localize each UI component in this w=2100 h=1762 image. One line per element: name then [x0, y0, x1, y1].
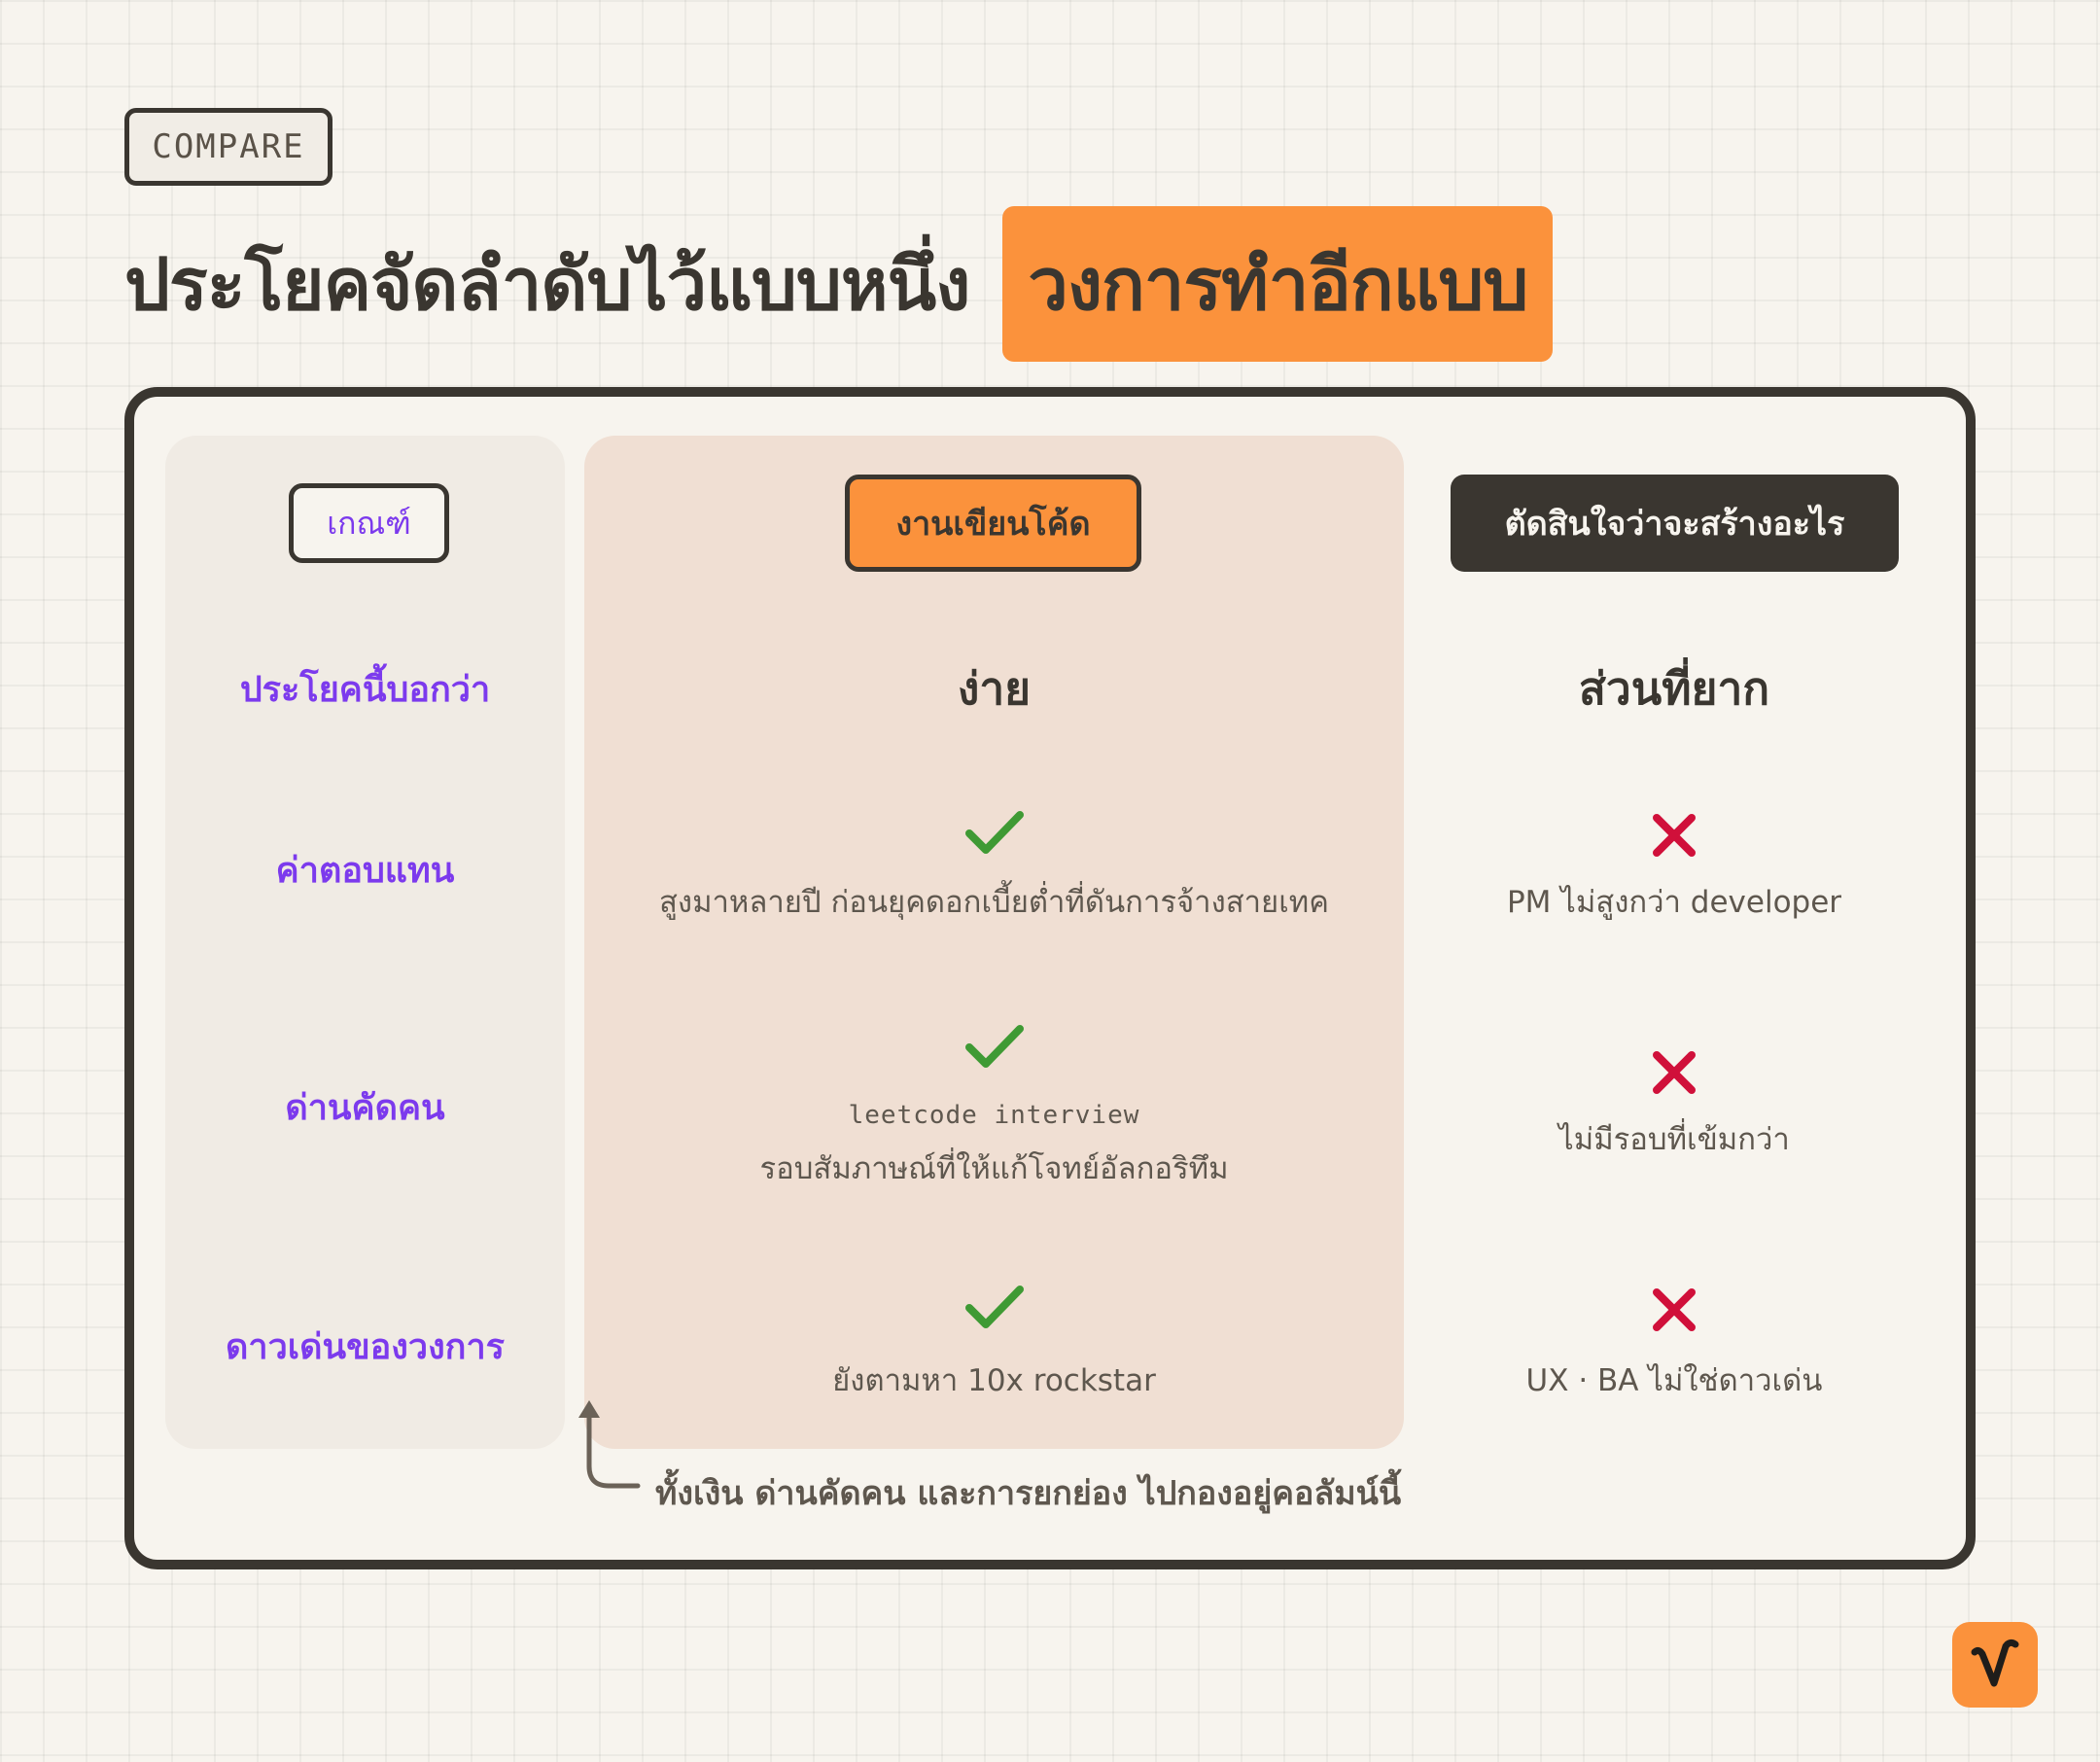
- criterion-label: ค่าตอบแทน: [275, 851, 455, 891]
- coding-text: สูงมาหลายปี ก่อนยุคดอกเบี้ยต่ำที่ดันการจ้างสายเทค: [659, 885, 1329, 920]
- criteria-header: เกณฑ์: [289, 483, 449, 563]
- decide-header: ตัดสินใจว่าจะสร้างอะไร: [1451, 475, 1899, 572]
- coding-verdict: ง่าย: [957, 662, 1032, 715]
- criteria-column: [165, 436, 565, 1449]
- coding-cell: [584, 809, 1404, 926]
- cross-icon: [1652, 813, 1697, 858]
- coding-header: งานเขียนโค้ด: [845, 475, 1141, 572]
- coding-text: รอบสัมภาษณ์ที่ให้แก้โจทย์อัลกอริทึม: [759, 1151, 1229, 1186]
- coding-code-text: leetcode interview: [848, 1101, 1140, 1130]
- coding-cell: [584, 1284, 1404, 1404]
- footnote: ทั้งเงิน ด่านคัดคน และการยกย่อง ไปกองอยู่คอลัมน์นี้: [655, 1474, 1402, 1513]
- page-title: [124, 206, 1553, 362]
- criterion-label: ดาวเด่นของวงการ: [225, 1327, 506, 1367]
- decide-cell: [1412, 1287, 1937, 1404]
- compare-tag: COMPARE: [124, 108, 332, 186]
- curved-arrow-icon: [570, 1400, 648, 1498]
- decide-text: ไม่มีรอบที่เข้มกว่า: [1558, 1122, 1790, 1157]
- criterion-label: ด่านคัดคน: [285, 1088, 445, 1128]
- decide-cell: [1412, 813, 1937, 926]
- decide-verdict: ส่วนที่ยาก: [1578, 662, 1770, 715]
- brand-logo: [1952, 1622, 2038, 1708]
- criterion-label: ประโยคนี้บอกว่า: [239, 670, 491, 710]
- check-icon: [964, 1023, 1025, 1072]
- check-icon: [964, 1284, 1025, 1332]
- cross-icon: [1652, 1050, 1697, 1095]
- decide-text: PM ไม่สูงกว่า developer: [1506, 885, 1842, 920]
- headline-highlight: วงการทำอีกแบบ: [1002, 206, 1553, 362]
- check-icon: [964, 809, 1025, 858]
- decide-text: UX · BA ไม่ใช่ดาวเด่น: [1525, 1363, 1823, 1398]
- decide-cell: [1412, 1050, 1937, 1163]
- coding-cell: [584, 1023, 1404, 1192]
- logo-mark-icon: [1963, 1633, 2027, 1697]
- cross-icon: [1652, 1287, 1697, 1332]
- coding-text: ยังตามหา 10x rockstar: [832, 1363, 1156, 1398]
- headline-plain: ประโยคจัดลำดับไว้แบบหนึ่ง: [124, 243, 970, 327]
